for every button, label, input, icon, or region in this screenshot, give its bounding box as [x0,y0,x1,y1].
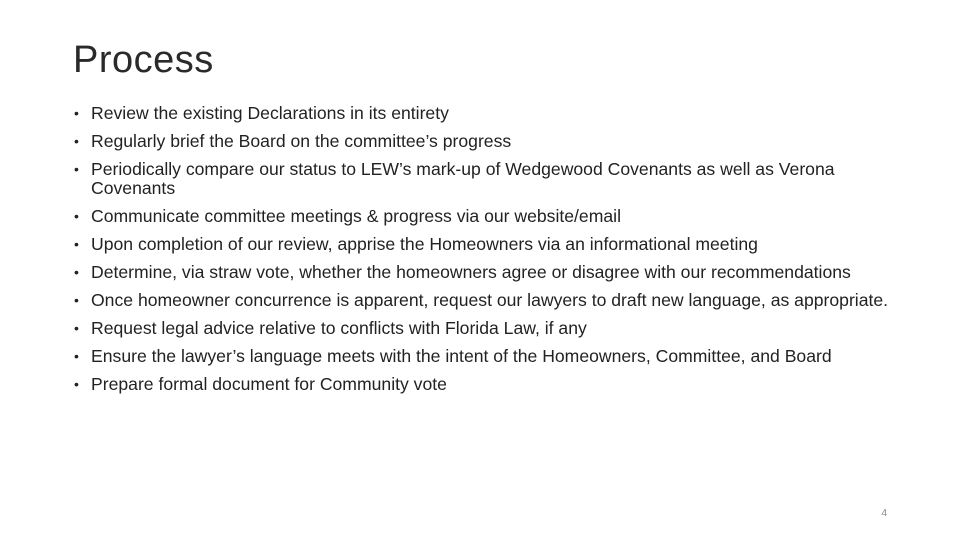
bullet-dot-icon: • [74,264,79,281]
bullet-dot-icon: • [74,235,79,252]
bullet-dot-icon: • [74,105,79,121]
bullet-dot-icon: • [74,207,79,224]
bullet-item [73,104,903,123]
bullet-dot-icon: • [74,320,79,337]
bullet-dot-icon: • [74,348,79,365]
bullet-text: Upon completion of our review, apprise the Homeowners via an informational meeting [91,233,758,254]
bullet-text: Once homeowner concurrence is apparent, request our lawyers to draft new language, as appropriate. [91,290,889,311]
page-number: 4 [881,508,887,519]
bullet-item [73,263,903,282]
bullet-dot-icon: • [74,376,79,393]
bullet-item [73,207,903,226]
bullet-text: Periodically compare our status to LEW’s mark-up of Wedgewood Covenants as well as Verona Covenants [91,159,835,198]
bullet-item [73,291,903,310]
bullet-dot-icon: • [74,292,79,309]
bullet-text: Communicate committee meetings & progress via our website/email [91,205,621,226]
bullet-item [73,347,903,366]
bullet-item [73,160,903,197]
bullet-text: Prepare formal document for Community vote [91,374,447,395]
bullet-dot-icon: • [74,161,79,178]
bullet-text: Determine, via straw vote, whether the homeowners agree or disagree with our recommendations [91,262,851,283]
bullet-item [73,375,903,394]
bullet-item [73,319,903,338]
bullet-text: Regularly brief the Board on the committee’s progress [91,131,512,152]
bullet-text: Request legal advice relative to conflicts with Florida Law, if any [91,318,587,339]
bullet-text: Review the existing Declarations in its entirety [91,103,449,123]
bullet-text: Ensure the lawyer’s language meets with the intent of the Homeowners, Committee, and Board [91,346,832,367]
bullet-item [73,132,903,151]
bullet-item [73,235,903,254]
bullet-dot-icon: • [74,133,79,150]
slide-title: Process [73,39,214,81]
bullet-list [73,104,903,404]
